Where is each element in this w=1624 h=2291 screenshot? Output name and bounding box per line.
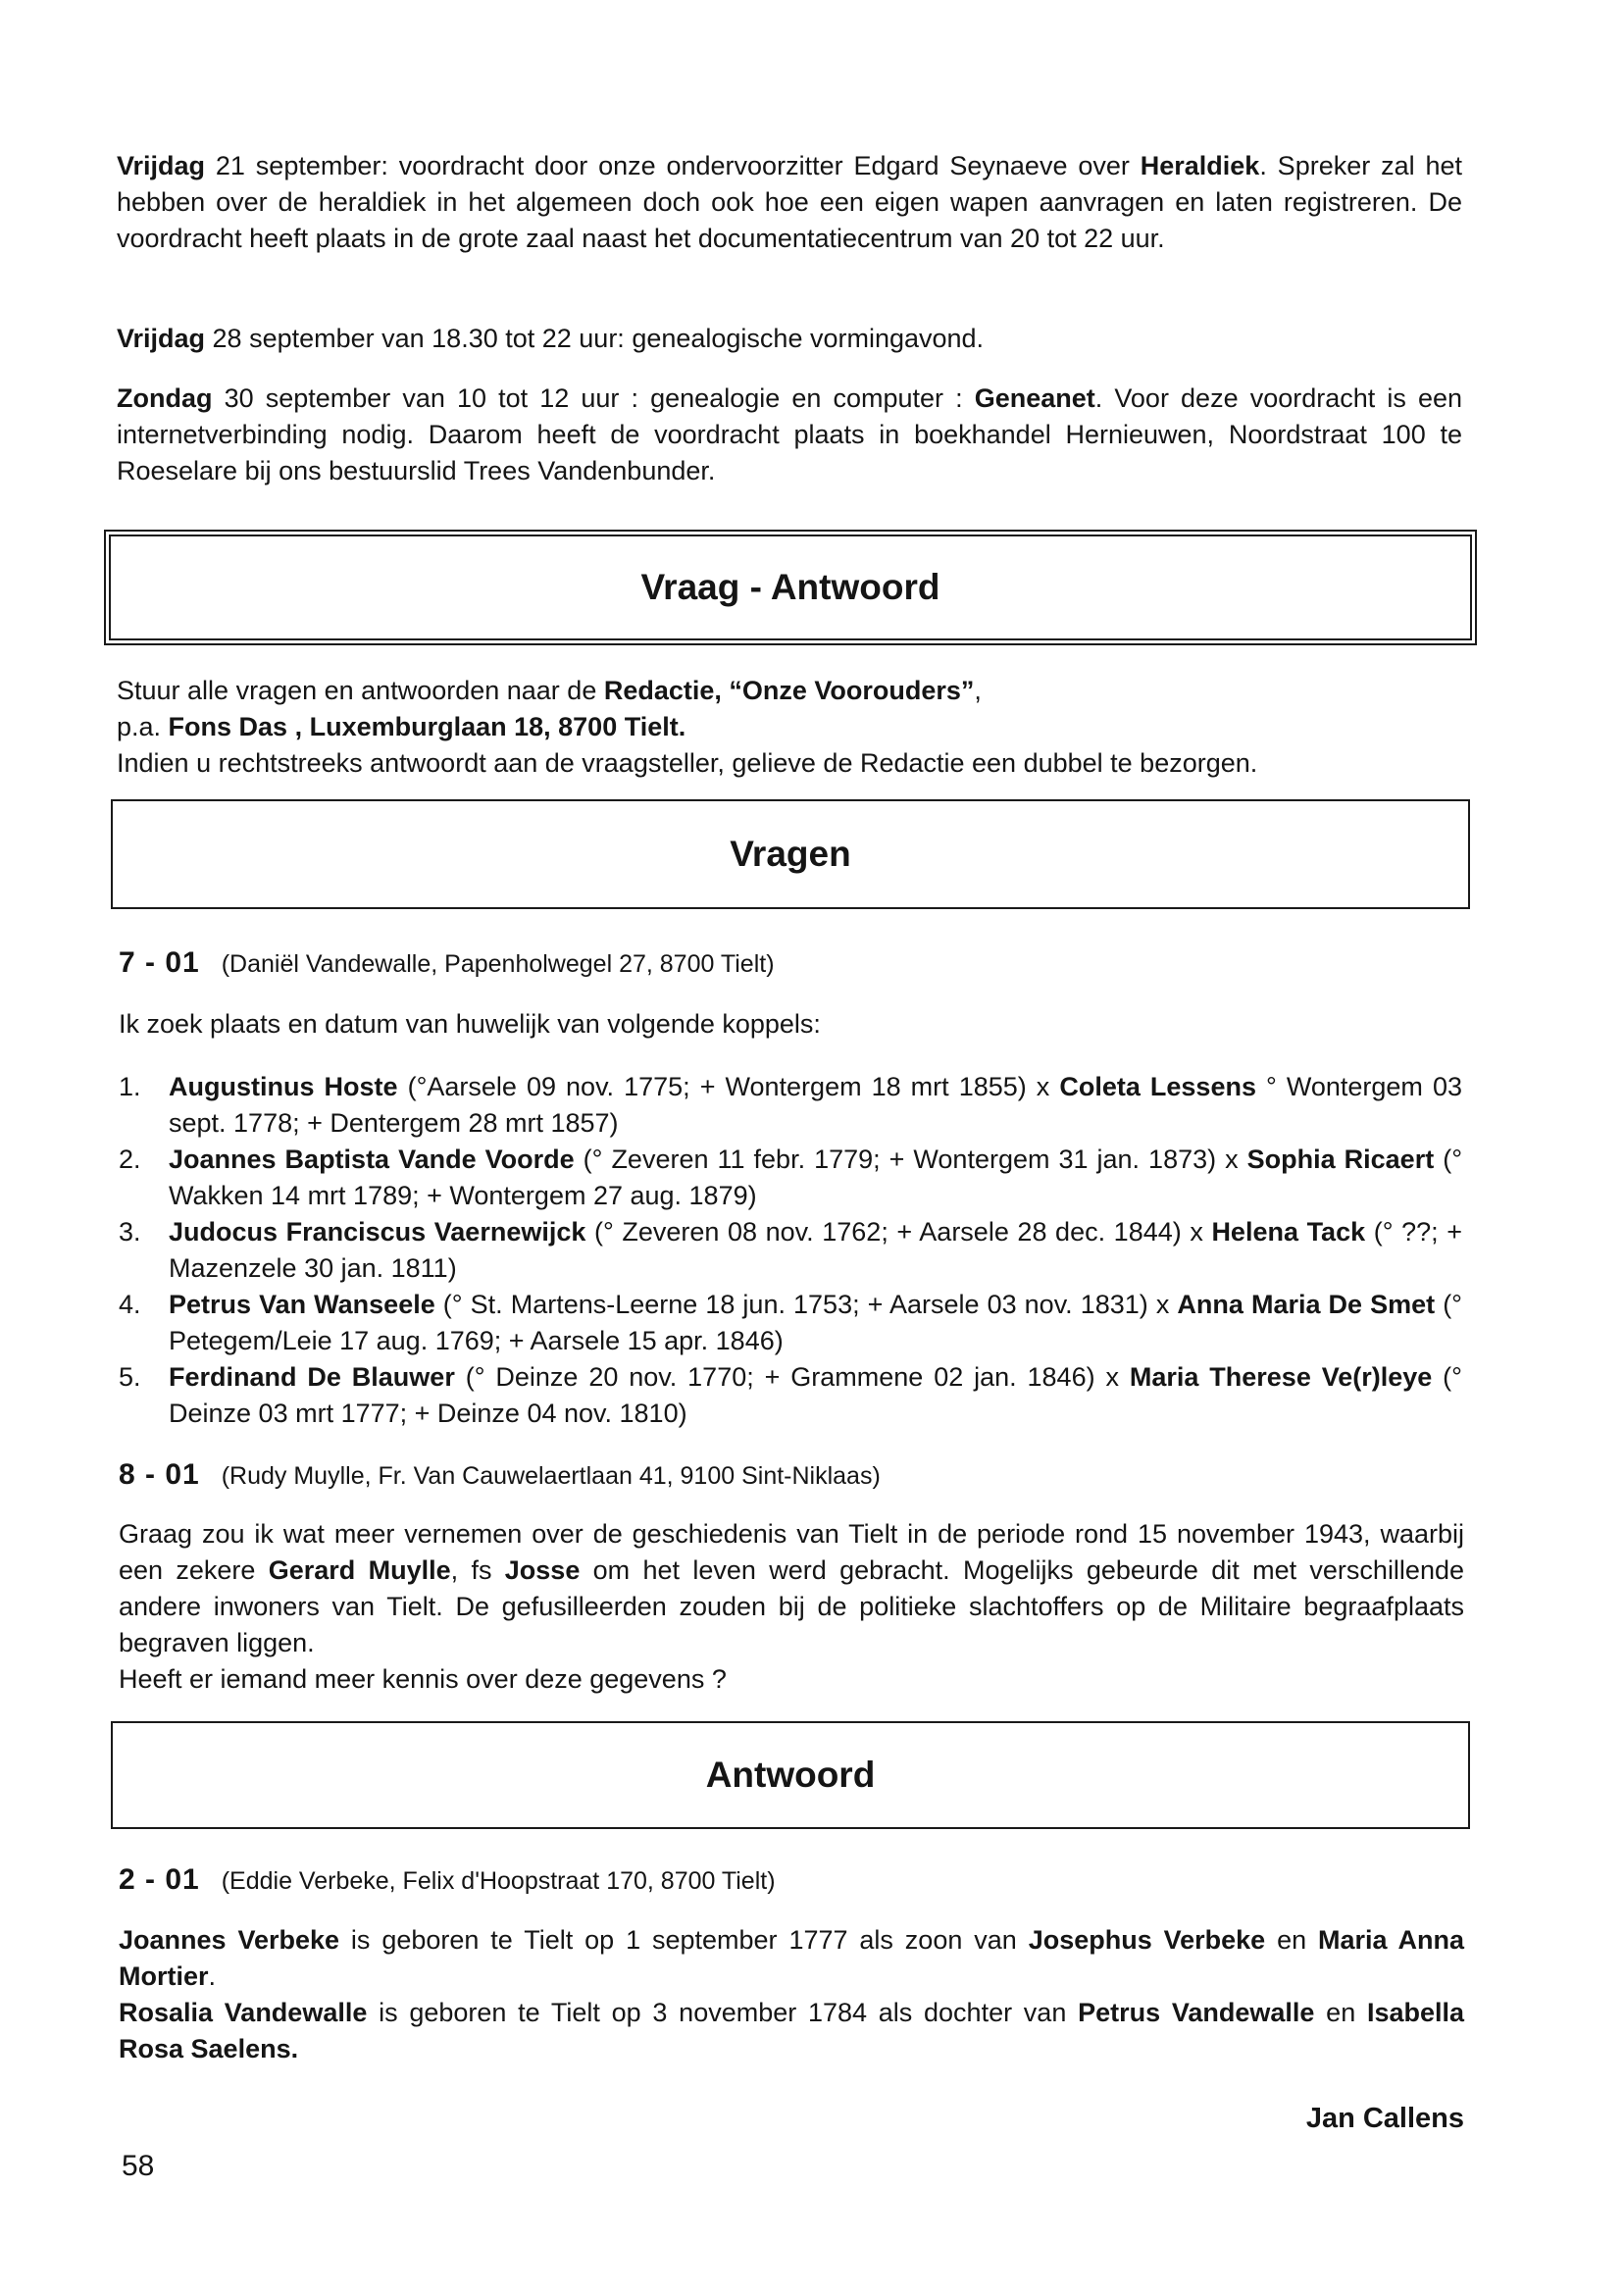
list-item: 5. Ferdinand De Blauwer (° Deinze 20 nov. 1770; + Grammene 02 jan. 1846) x Maria Therese Ve(r)leye (° Deinze 03 mrt 1777; + Deinze 04 nov. 1810): [119, 1362, 1462, 1428]
paragraph-question-8-01: Graag zou ik wat meer vernemen over de geschiedenis van Tielt in de periode rond 15 november 1943, waarbij een zekere Gerard Muylle, fs Josse om het leven werd gebracht. Mogelijks gebeurde dit met verschillende andere inwoners van Tielt. De gefusilleerden zouden bij de politieke slachtoffers op de Militaire begraafplaats begraven liggen. Heeft er iemand meer kennis over deze gegevens ?: [119, 1519, 1464, 1694]
list-item: 3. Judocus Franciscus Vaernewijck (° Zeveren 08 nov. 1762; + Aarsele 28 dec. 1844) x Helena Tack (° ??; + Mazenzele 30 jan. 1811): [119, 1217, 1462, 1283]
question-header-8-01: 8 - 01 (Rudy Muylle, Fr. Van Cauwelaertlaan 41, 9100 Sint-Niklaas): [119, 1458, 881, 1491]
section-header-antwoord: Antwoord: [111, 1721, 1470, 1829]
paragraph-vormingavond: Vrijdag 28 september van 18.30 tot 22 uur: genealogische vormingavond.: [117, 324, 985, 353]
section-header-vragen: Vragen: [111, 799, 1470, 909]
paragraph-heraldiek: Vrijdag 21 september: voordracht door onze ondervoorzitter Edgard Seynaeve over Heraldiek. Spreker zal het hebben over de heraldiek in het algemeen doch ook hoe een eigen wapen aanvragen en laten registreren. De voordracht heeft plaats in de grote zaal naast het documentatiecentrum van 20 tot 22 uur.: [117, 151, 1463, 253]
section-header-vraag-antwoord: Vraag - Antwoord: [109, 535, 1472, 640]
page-number: 58: [122, 2150, 155, 2182]
list-item: 2. Joannes Baptista Vande Voorde (° Zeveren 11 febr. 1779; + Wontergem 31 jan. 1873) x Sophia Ricaert (° Wakken 14 mrt 1789; + Wontergem 27 aug. 1879): [119, 1145, 1462, 1210]
couples-list: [119, 1069, 1462, 1432]
list-item: 1. Augustinus Hoste (°Aarsele 09 nov. 1775; + Wontergem 18 mrt 1855) x Coleta Lessens ° Wontergem 03 sept. 1778; + Dentergem 28 mrt 1857): [119, 1072, 1462, 1138]
answer-header-2-01: 2 - 01 (Eddie Verbeke, Felix d'Hoopstraat 170, 8700 Tielt): [119, 1863, 776, 1896]
signature: Jan Callens: [1305, 2103, 1464, 2134]
list-item: 4. Petrus Van Wanseele (° St. Martens-Leerne 18 jun. 1753; + Aarsele 03 nov. 1831) x Anna Maria De Smet (° Petegem/Leie 17 aug. 1769; + Aarsele 15 apr. 1846): [119, 1290, 1462, 1355]
paragraph-answer-2-01: Joannes Verbeke is geboren te Tielt op 1 september 1777 als zoon van Josephus Verbeke en Maria Anna Mortier. Rosalia Vandewalle is geboren te Tielt op 3 november 1784 als dochter van Petrus Vandewalle en Isabella Rosa Saelens.: [119, 1925, 1465, 2063]
question-intro: Ik zoek plaats en datum van huwelijk van volgende koppels:: [119, 1009, 821, 1039]
question-header-7-01: 7 - 01 (Daniël Vandewalle, Papenholwegel 27, 8700 Tielt): [119, 946, 775, 979]
paragraph-geneanet: Zondag 30 september van 10 tot 12 uur : genealogie en computer : Geneanet. Voor deze voordracht is een internetverbinding nodig. Daarom heeft de voordracht plaats in boekhandel Hernieuwen, Noordstraat 100 te Roeselare bij ons bestuurslid Trees Vandenbunder.: [117, 383, 1463, 485]
paragraph-instructions: Stuur alle vragen en antwoorden naar de Redactie, “Onze Voorouders”, p.a. Fons Das , Luxemburglaan 18, 8700 Tielt. Indien u rechtstreeks antwoordt aan de vraagsteller, gelieve de Redactie een dubbel te bezorgen.: [117, 676, 1258, 778]
